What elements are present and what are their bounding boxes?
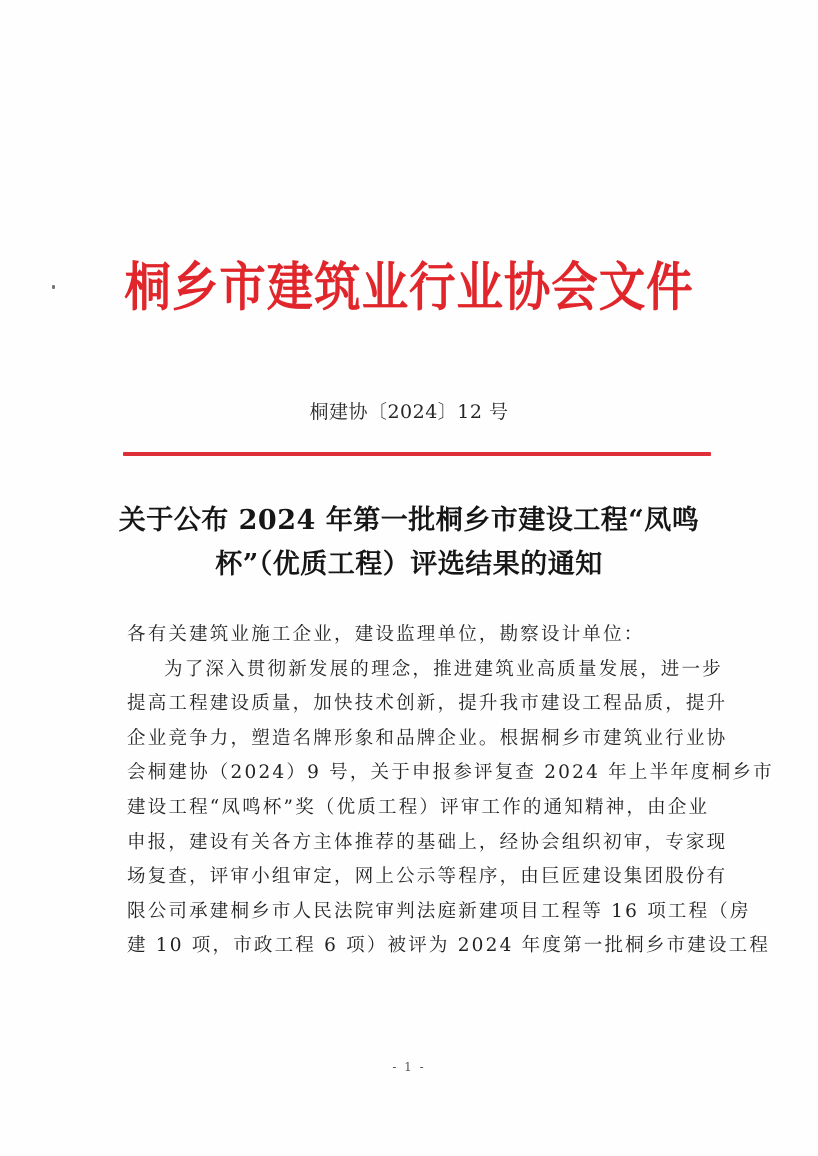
- body-line: 申报，建设有关各方主体推荐的基础上，经协会组织初审，专家现: [127, 831, 728, 853]
- body-line: 建 10 项，市政工程 6 项）被评为 2024 年度第一批桐乡市建设工程: [127, 935, 771, 957]
- salutation: 各有关建筑业施工企业，建设监理单位，勘察设计单位：: [127, 624, 645, 645]
- notice-title-line-1: 关于公布 2024 年第一批桐乡市建设工程“凤鸣: [118, 505, 700, 536]
- body-line: 会桐建协（2024）9 号，关于申报参评复查 2024 年上半年度桐乡市: [127, 762, 774, 784]
- body-line: 为了深入贯彻新发展的理念，推进建筑业高质量发展，进一步: [164, 658, 723, 680]
- body-line: 企业竞争力，塑造名牌形象和品牌企业。根据桐乡市建筑业行业协: [127, 727, 728, 749]
- red-divider-rule: [123, 452, 711, 456]
- body-line: 建设工程“凤鸣杯”奖（优质工程）评审工作的通知精神，由企业: [127, 796, 710, 818]
- body-line: 限公司承建桐乡市人民法院审判法庭新建项目工程等 16 项工程（房: [127, 900, 751, 922]
- page-number: - 1 -: [392, 1060, 426, 1074]
- notice-title-line-2: 杯”（优质工程）评选结果的通知: [215, 549, 603, 580]
- document-number: 桐建协〔2024〕12 号: [309, 401, 509, 423]
- body-line: 场复查，评审小组审定，网上公示等程序，由巨匠建设集团股份有: [127, 866, 728, 888]
- notice-title: [0, 499, 818, 587]
- issuer-header-text: 桐乡市建筑业行业协会文件: [124, 255, 694, 318]
- notice-body: [127, 618, 774, 964]
- issuer-header-title: [0, 256, 818, 318]
- body-line: 提高工程建设质量，加快技术创新，提升我市建设工程品质，提升: [127, 693, 728, 715]
